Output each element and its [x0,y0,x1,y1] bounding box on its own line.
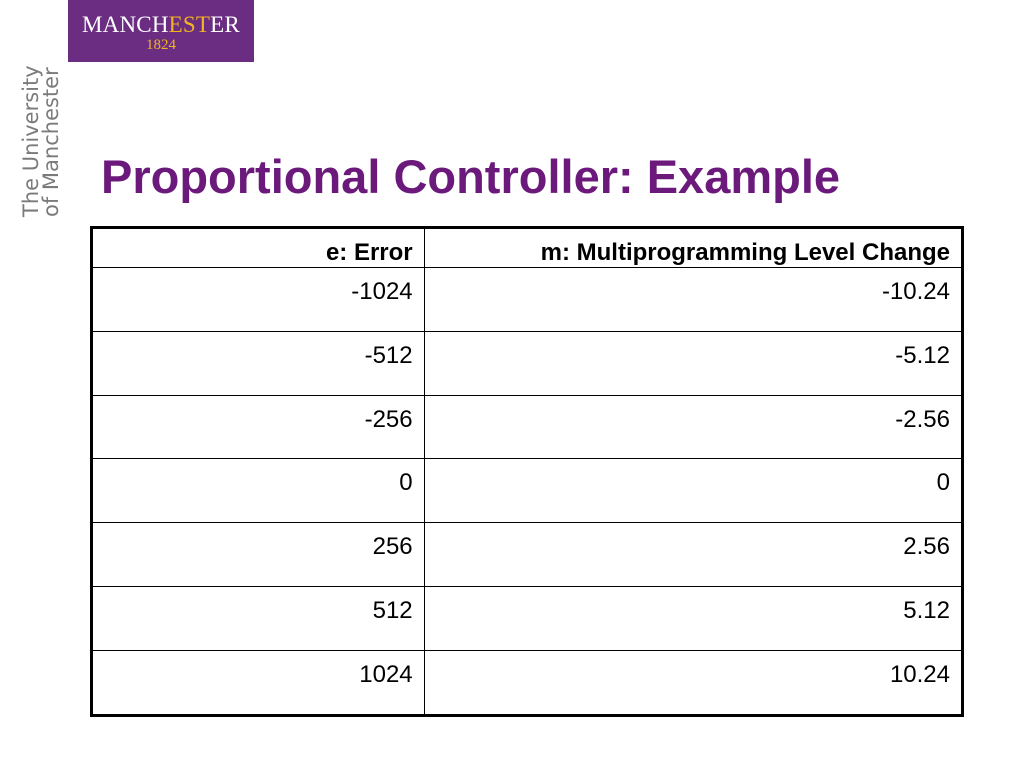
logo-word-part1: MANCH [82,12,169,37]
cell-error: 512 [92,586,425,650]
data-table [90,226,964,717]
university-name-line2: of Manchester [39,67,63,217]
cell-level-change: -10.24 [424,268,962,332]
table-row [92,586,963,650]
cell-level-change: -5.12 [424,331,962,395]
table-row [92,459,963,523]
cell-level-change: 2.56 [424,523,962,587]
table-row [92,331,963,395]
header-error: e: Error [92,228,425,268]
cell-error: 0 [92,459,425,523]
university-name-line1: The University [19,65,43,217]
cell-level-change: 0 [424,459,962,523]
table-row [92,650,963,715]
table-row [92,523,963,587]
logo-word-part3: ER [210,12,240,37]
logo-year: 1824 [146,37,176,53]
cell-level-change: -2.56 [424,395,962,459]
cell-error: 1024 [92,650,425,715]
cell-error: -1024 [92,268,425,332]
logo-word-part2: EST [168,12,211,37]
university-name-vertical [21,57,65,217]
cell-error: -512 [92,331,425,395]
cell-level-change: 5.12 [424,586,962,650]
data-table-container [90,226,964,717]
header-level-change: m: Multiprogramming Level Change [424,228,962,268]
cell-level-change: 10.24 [424,650,962,715]
table-row [92,395,963,459]
slide-title: Proportional Controller: Example [101,150,841,203]
cell-error: 256 [92,523,425,587]
table-header-row [92,228,963,268]
university-logo [68,0,254,62]
logo-wordmark [68,12,254,38]
cell-error: -256 [92,395,425,459]
table-row [92,268,963,332]
